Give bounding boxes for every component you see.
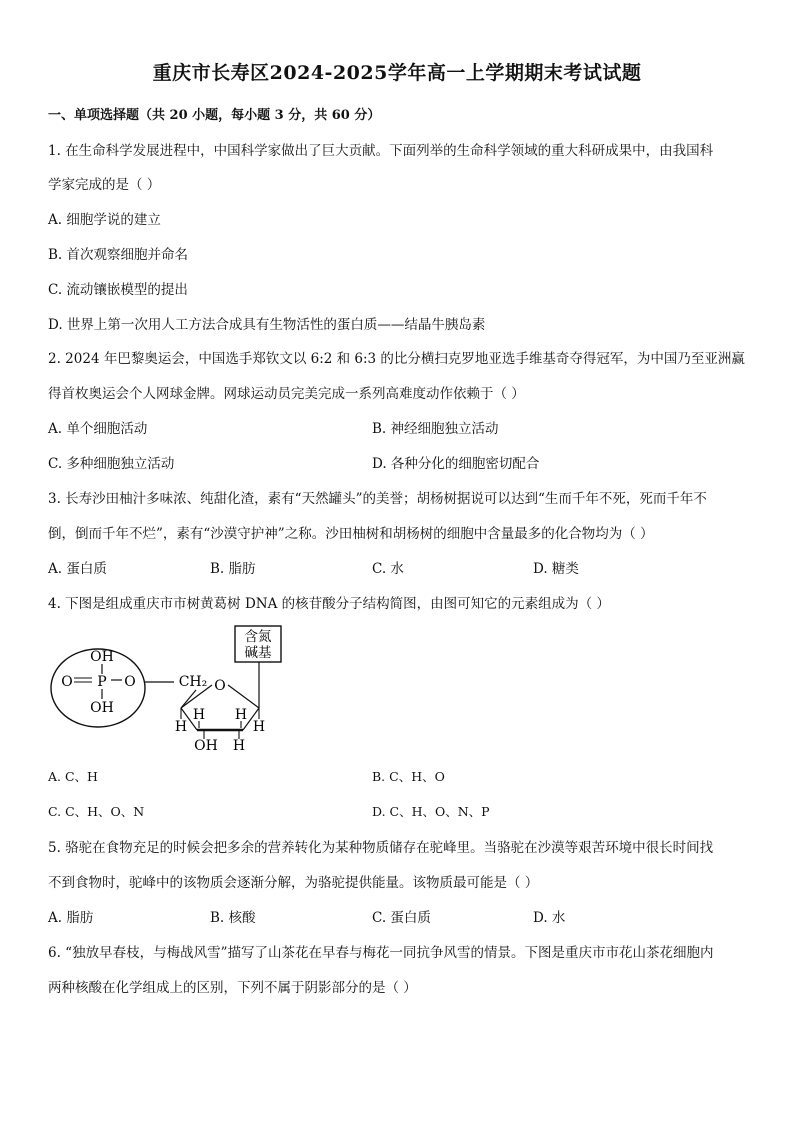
q5-option-d: D. 水 bbox=[533, 910, 566, 926]
phosphate-o-right: O bbox=[124, 674, 136, 690]
c1-h: H bbox=[252, 719, 266, 735]
phosphate-p: P bbox=[97, 674, 107, 690]
q5-option-b: B. 核酸 bbox=[210, 910, 256, 926]
q2-option-b: B. 神经细胞独立活动 bbox=[372, 421, 499, 437]
c2-h-bottom: H bbox=[232, 738, 246, 754]
base-label-line2: 碱基 bbox=[244, 645, 272, 661]
base-label-line1: 含氮 bbox=[244, 629, 272, 645]
ring-oxygen: O bbox=[214, 678, 226, 694]
q5-stem-line2: 不到食物时，驼峰中的该物质会逐渐分解，为骆驼提供能量。该物质最可能是（ ） bbox=[48, 875, 539, 891]
q1-option-a: A. 细胞学说的建立 bbox=[48, 212, 161, 228]
phosphate-o-double: O bbox=[61, 674, 73, 690]
q1-option-c: C. 流动镶嵌模型的提出 bbox=[48, 282, 188, 298]
q4-option-a: A. C、H bbox=[48, 769, 98, 784]
q4-option-c: C. C、H、O、N bbox=[48, 804, 145, 819]
phosphate-oh-top: OH bbox=[90, 649, 114, 665]
q2-option-c: C. 多种细胞独立活动 bbox=[48, 456, 175, 472]
q6-stem-line1: 6. “独放早春枝，与梅战风雪”描写了山茶花在早春与梅花一同抗争风雪的情景。下图是重庆市市花山茶花细胞内 bbox=[48, 945, 714, 961]
ring-bond-o-c1 bbox=[228, 685, 259, 708]
q1-stem-line2: 学家完成的是（ ） bbox=[48, 177, 161, 193]
q4-stem-line1: 4. 下图是组成重庆市市树黄葛树 DNA 的核苷酸分子结构简图，由图可知它的元素组成为（ ） bbox=[48, 596, 610, 612]
q3-option-c: C. 水 bbox=[372, 561, 404, 577]
c3-oh: OH bbox=[194, 738, 218, 754]
q3-stem-line1: 3. 长寿沙田柚汁多味浓、纯甜化渣，素有“天然罐头”的美誉；胡杨树据说可以达到“生而千年不死，死而千年不 bbox=[48, 491, 707, 507]
q1-option-b: B. 首次观察细胞并命名 bbox=[48, 247, 189, 263]
nucleotide-structure-diagram bbox=[46, 622, 306, 756]
q3-option-a: A. 蛋白质 bbox=[48, 561, 107, 577]
q1-stem-line1: 1. 在生命科学发展进程中，中国科学家做出了巨大贡献。下面列举的生命科学领域的重大科研成果中，由我国科 bbox=[48, 143, 714, 159]
q4-option-d: D. C、H、O、N、P bbox=[372, 804, 490, 819]
q4-option-b: B. C、H、O bbox=[372, 769, 445, 784]
q2-option-a: A. 单个细胞活动 bbox=[48, 421, 148, 437]
section-heading: 一、单项选择题（共 20 小题，每小题 3 分，共 60 分） bbox=[48, 108, 381, 123]
q5-option-c: C. 蛋白质 bbox=[372, 910, 431, 926]
sugar-ch2: CH₂ bbox=[178, 674, 208, 690]
q3-option-b: B. 脂肪 bbox=[210, 561, 256, 577]
c2-h: H bbox=[234, 707, 248, 723]
c3-h: H bbox=[192, 707, 206, 723]
q6-stem-line2: 两种核酸在化学组成上的区别，下列不属于阴影部分的是（ ） bbox=[48, 980, 417, 996]
q3-option-d: D. 糖类 bbox=[533, 561, 579, 577]
c4-h: H bbox=[174, 719, 188, 735]
phosphate-oh-bottom: OH bbox=[90, 700, 114, 716]
q5-option-a: A. 脂肪 bbox=[48, 910, 94, 926]
exam-title: 重庆市长寿区2024-2025学年高一上学期期末考试试题 bbox=[152, 62, 642, 84]
q2-stem-line2: 得首枚奥运会个人网球金牌。网球运动员完美完成一系列高难度动作依赖于（ ） bbox=[48, 386, 525, 402]
q5-stem-line1: 5. 骆驼在食物充足的时候会把多余的营养转化为某种物质储存在驼峰里。当骆驼在沙漠等艰苦环境中很长时间找 bbox=[48, 840, 714, 856]
q3-stem-line2: 倒，倒而千年不烂”，素有“沙漠守护神”之称。沙田柚树和胡杨树的细胞中含量最多的化合物均为（ ） bbox=[48, 526, 654, 542]
q2-stem-line1: 2. 2024 年巴黎奥运会，中国选手郑钦文以 6:2 和 6:3 的比分横扫克罗地亚选手维基奇夺得冠军，为中国乃至亚洲赢 bbox=[48, 351, 745, 367]
q2-option-d: D. 各种分化的细胞密切配合 bbox=[372, 456, 540, 472]
q1-option-d: D. 世界上第一次用人工方法合成具有生物活性的蛋白质——结晶牛胰岛素 bbox=[48, 317, 486, 333]
